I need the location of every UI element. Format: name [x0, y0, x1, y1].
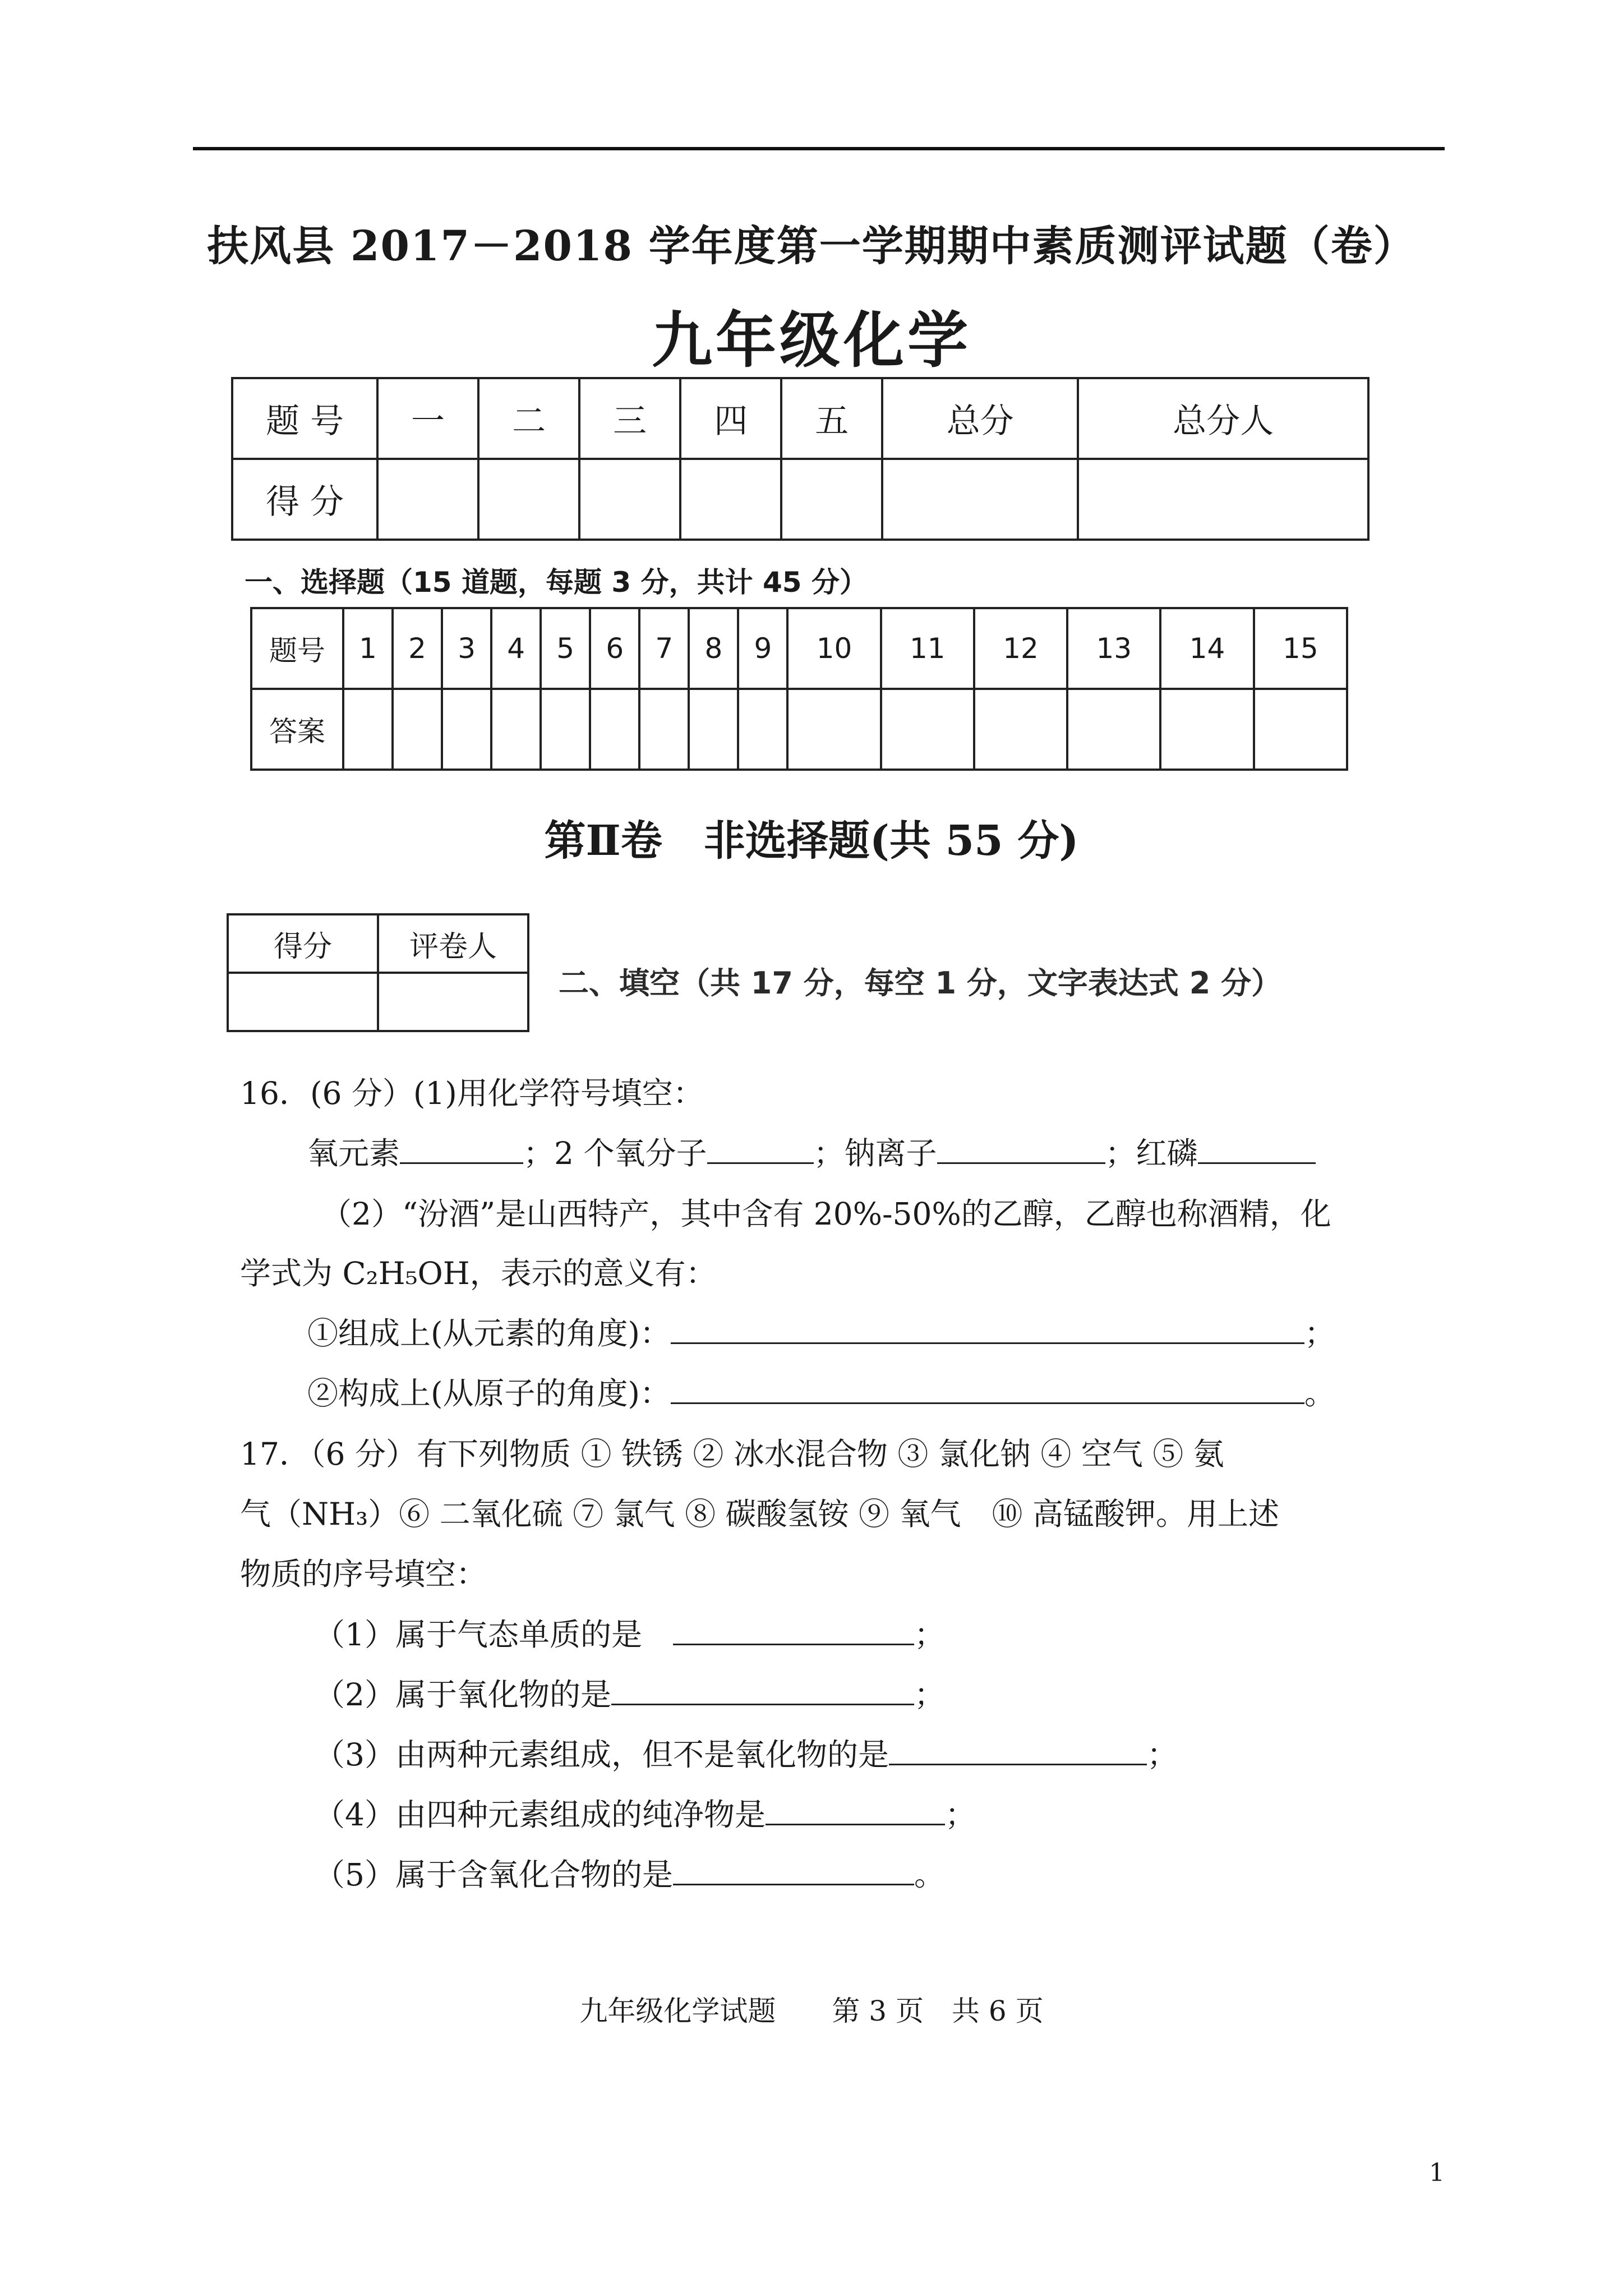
answer-cell	[393, 689, 442, 770]
q17-sub1	[314, 1610, 945, 1654]
score-table-score-row	[232, 459, 1368, 540]
q17-sub3-label: （3）由两种元素组成，但不是氧化物的是	[314, 1737, 889, 1773]
answer-blank[interactable]	[611, 1676, 914, 1705]
answer-blank[interactable]	[707, 1134, 814, 1164]
answer-cell	[590, 689, 639, 770]
answer-grid	[250, 607, 1348, 771]
question-number-cell: 12	[974, 608, 1067, 689]
q16-line2	[307, 1129, 1316, 1173]
q17-sub5-label: （5）属于含氧化合物的是	[314, 1857, 673, 1893]
answer-cell	[974, 689, 1067, 770]
question-number-cell: 11	[881, 608, 974, 689]
answer-blank[interactable]	[766, 1796, 945, 1825]
punctuation: 。	[914, 1857, 946, 1893]
question-number-cell: 4	[491, 608, 541, 689]
score-header-cell: 二	[478, 378, 579, 459]
q16-oxygen-element-label: 氧元素	[307, 1135, 400, 1171]
q16-line4: 学式为 C₂H₅OH，表示的意义有：	[240, 1255, 717, 1291]
score-header-cell: 一	[377, 378, 478, 459]
score-row-label: 得 分	[232, 459, 377, 540]
q16-structure-label: ②构成上(从原子的角度)：	[307, 1375, 671, 1411]
q16-oxygen-molecule-label: ；2 个氧分子	[523, 1135, 707, 1171]
answer-cell	[787, 689, 880, 770]
answer-cell	[1067, 689, 1160, 770]
q17-line1: 17．（6 分）有下列物质 ① 铁锈 ② 冰水混合物 ③ 氯化钠 ④ 空气 ⑤ 氨	[240, 1436, 1224, 1472]
q16-red-phosphorus-label: ；红磷	[1105, 1135, 1198, 1171]
question-number-cell: 3	[442, 608, 491, 689]
answer-blank[interactable]	[673, 1856, 914, 1885]
q17-line2: 气（NH₃）⑥ 二氧化硫 ⑦ 氯气 ⑧ 碳酸氢铵 ⑨ 氧气 ⑩ 高锰酸钾。用上述	[240, 1496, 1280, 1532]
question-number-cell: 10	[787, 608, 880, 689]
page-footer: 九年级化学试题 第 3 页 共 6 页	[579, 1995, 1044, 2027]
q17-line3: 物质的序号填空：	[240, 1556, 487, 1592]
q17-sub5	[314, 1850, 945, 1894]
answer-cell	[343, 689, 393, 770]
q17-sub4-label: （4）由四种元素组成的纯净物是	[314, 1797, 766, 1833]
score-cell	[579, 459, 680, 540]
punctuation: ；	[914, 1617, 946, 1653]
answer-cell	[689, 689, 738, 770]
question-number-cell: 7	[639, 608, 689, 689]
answer-blank[interactable]	[673, 1616, 914, 1645]
q17-sub2-label: （2）属于氧化物的是	[314, 1677, 611, 1713]
q16-composition-label: ①组成上(从元素的角度)：	[307, 1315, 671, 1351]
question-number-cell: 13	[1067, 608, 1160, 689]
q17-sub3	[314, 1730, 1178, 1774]
question-number-cell: 5	[541, 608, 590, 689]
q17-sub2	[314, 1670, 945, 1714]
top-rule	[193, 147, 1445, 150]
score-header-cell: 题 号	[232, 378, 377, 459]
score-header-cell: 总分人	[1078, 378, 1368, 459]
question-number-cell: 2	[393, 608, 442, 689]
grader-score-label: 得分	[228, 914, 378, 973]
q16-line1: 16．(6 分）(1)用化学符号填空：	[240, 1075, 704, 1111]
grader-name-label: 评卷人	[378, 914, 528, 973]
q16-line5	[307, 1309, 1335, 1353]
score-header-cell: 三	[579, 378, 680, 459]
question-number-cell: 1	[343, 608, 393, 689]
answer-cell	[1254, 689, 1347, 770]
answer-blank[interactable]	[1198, 1134, 1316, 1164]
answer-cell	[738, 689, 787, 770]
subject-title: 九年级化学	[651, 305, 971, 376]
page-number: 1	[1429, 2159, 1445, 2187]
answer-blank[interactable]	[400, 1134, 523, 1164]
punctuation: ；	[945, 1797, 976, 1833]
answer-cell	[639, 689, 689, 770]
score-cell	[377, 459, 478, 540]
q17-sub4	[314, 1790, 976, 1834]
score-summary-table	[231, 377, 1370, 541]
grader-name-cell	[378, 973, 528, 1031]
q16-sodium-ion-label: ；钠离子	[813, 1135, 937, 1171]
part2-title: 第Ⅱ卷 非选择题(共 55 分)	[544, 817, 1079, 865]
score-cell	[781, 459, 882, 540]
q16-line6	[307, 1369, 1335, 1413]
question-number-cell: 9	[738, 608, 787, 689]
question-number-cell: 6	[590, 608, 639, 689]
score-table-header-row	[232, 378, 1368, 459]
score-header-cell: 五	[781, 378, 882, 459]
answer-blank[interactable]	[671, 1314, 1304, 1344]
grader-table	[227, 913, 529, 1032]
question-number-cell: 8	[689, 608, 738, 689]
section1-title: 一、选择题（15 道题，每题 3 分，共计 45 分）	[245, 566, 868, 599]
question-number-cell: 15	[1254, 608, 1347, 689]
punctuation: ；	[1147, 1737, 1178, 1773]
question-number-cell: 14	[1160, 608, 1253, 689]
punctuation: ；	[914, 1677, 946, 1713]
answer-blank[interactable]	[671, 1374, 1304, 1404]
exam-title: 扶风县 2017－2018 学年度第一学期期中素质测评试题（卷）	[207, 222, 1416, 270]
answer-cell	[1160, 689, 1253, 770]
score-cell	[478, 459, 579, 540]
section2-title: 二、填空（共 17 分，每空 1 分，文字表达式 2 分）	[559, 965, 1282, 1001]
answer-grid-number-row	[251, 608, 1347, 689]
score-cell	[1078, 459, 1368, 540]
grader-score-cell	[228, 973, 378, 1031]
punctuation: 。	[1304, 1375, 1335, 1411]
q16-line3: （2）“汾酒”是山西特产，其中含有 20%-50%的乙醇，乙醇也称酒精，化	[321, 1196, 1331, 1232]
punctuation: ；	[1304, 1315, 1335, 1351]
score-cell	[882, 459, 1078, 540]
answer-blank[interactable]	[889, 1736, 1147, 1765]
answer-cell	[491, 689, 541, 770]
answer-grid-row-label: 答案	[251, 689, 343, 770]
answer-cell	[541, 689, 590, 770]
answer-cell	[442, 689, 491, 770]
score-header-cell: 总分	[882, 378, 1078, 459]
answer-grid-answer-row	[251, 689, 1347, 770]
answer-blank[interactable]	[937, 1134, 1105, 1164]
q17-sub1-label: （1）属于气态单质的是	[314, 1617, 642, 1653]
answer-grid-row-label: 题号	[251, 608, 343, 689]
answer-cell	[881, 689, 974, 770]
score-header-cell: 四	[680, 378, 781, 459]
score-cell	[680, 459, 781, 540]
